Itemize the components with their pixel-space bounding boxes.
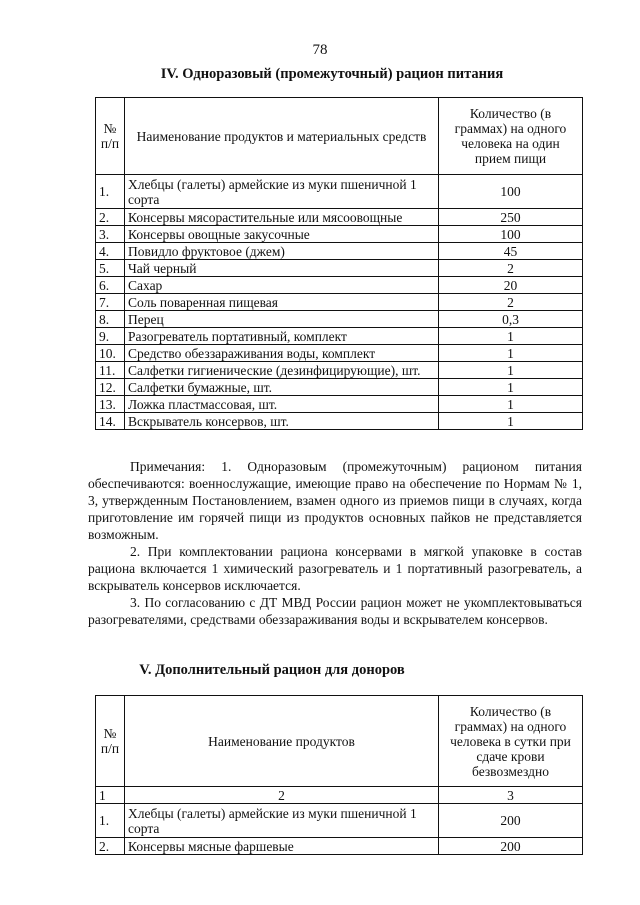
column-number-row [96,787,583,804]
quantity: 2 [439,260,583,277]
quantity: 100 [439,175,583,209]
header-num: № п/п [96,696,125,787]
table-row [96,260,583,277]
product-name: Хлебцы (галеты) армейские из муки пшеничной 1 сорта [125,804,439,838]
table-row [96,345,583,362]
table-row [96,413,583,430]
quantity: 0,3 [439,311,583,328]
row-number: 10. [96,345,125,362]
row-number: 13. [96,396,125,413]
product-name: Ложка пластмассовая, шт. [125,396,439,413]
row-number: 3. [96,226,125,243]
product-name: Консервы овощные закусочные [125,226,439,243]
product-name: Соль поваренная пищевая [125,294,439,311]
table-row [96,396,583,413]
product-name: Перец [125,311,439,328]
row-number: 8. [96,311,125,328]
row-number: 6. [96,277,125,294]
product-name: Салфетки гигиенические (дезинфицирующие), шт. [125,362,439,379]
quantity: 250 [439,209,583,226]
row-number: 4. [96,243,125,260]
note-1: Примечания: 1. Одноразовым (промежуточным) рационом питания обеспечиваются: военнослужащие, имеющие право на обеспечение по Нормам № 1, 3, утвержденным Постановлением, взамен одного из приемов пищи в случаях, когда приготовление им горячей пищи из продуктов основных пайков не представляется возможным. [88,459,582,542]
header-name: Наименование продуктов [125,696,439,787]
quantity: 1 [439,413,583,430]
product-name: Чай черный [125,260,439,277]
notes [88,458,582,628]
quantity: 1 [439,379,583,396]
header-qty: Количество (в граммах) на одного человека в сутки при сдаче крови безвозмездно [439,696,583,787]
donor-ration-table [95,695,583,855]
row-number: 7. [96,294,125,311]
header-name: Наименование продуктов и материальных средств [125,98,439,175]
product-name: Средство обеззараживания воды, комплект [125,345,439,362]
header-num: № п/п [96,98,125,175]
table-row [96,243,583,260]
note-3: 3. По согласованию с ДТ МВД России рацион может не укомплектовываться разогревателями, средствами обеззараживания воды и вскрывателем консервов. [88,595,582,627]
page-number: 78 [312,42,328,58]
row-number: 5. [96,260,125,277]
product-name: Салфетки бумажные, шт. [125,379,439,396]
table-row [96,362,583,379]
ration-table-4 [95,97,583,430]
col-number-3: 3 [439,787,583,804]
table-row [96,277,583,294]
section-4-title: IV. Одноразовый (промежуточный) рацион питания [160,66,504,82]
quantity: 1 [439,345,583,362]
row-number: 1. [96,175,125,209]
quantity: 1 [439,328,583,345]
quantity: 1 [439,396,583,413]
col-number-2: 2 [125,787,439,804]
col-number-1: 1 [96,787,125,804]
product-name: Консервы мясные фаршевые [125,838,439,855]
row-number: 2. [96,838,125,855]
quantity: 1 [439,362,583,379]
table-row [96,294,583,311]
table-header-row [96,98,583,175]
row-number: 11. [96,362,125,379]
product-name: Консервы мясорастительные или мясоовощные [125,209,439,226]
row-number: 9. [96,328,125,345]
quantity: 200 [439,838,583,855]
row-number: 12. [96,379,125,396]
table-header-row [96,696,583,787]
quantity: 200 [439,804,583,838]
product-name: Разогреватель портативный, комплект [125,328,439,345]
product-name: Сахар [125,277,439,294]
quantity: 45 [439,243,583,260]
row-number: 14. [96,413,125,430]
table-row [96,838,583,855]
table-row [96,311,583,328]
table-row [96,804,583,838]
quantity: 100 [439,226,583,243]
row-number: 2. [96,209,125,226]
row-number: 1. [96,804,125,838]
section-5-title: V. Дополнительный рацион для доноров [139,662,405,678]
table-row [96,209,583,226]
product-name: Повидло фруктовое (джем) [125,243,439,260]
table-row [96,379,583,396]
header-qty: Количество (в граммах) на одного человека на один прием пищи [439,98,583,175]
table-row [96,175,583,209]
product-name: Хлебцы (галеты) армейские из муки пшеничной 1 сорта [125,175,439,209]
product-name: Вскрыватель консервов, шт. [125,413,439,430]
quantity: 20 [439,277,583,294]
quantity: 2 [439,294,583,311]
table-row [96,328,583,345]
table-row [96,226,583,243]
note-2: 2. При комплектовании рациона консервами в мягкой упаковке в состав рациона включается 1 химический разогреватель и 1 портативный разогреватель, а вскрыватель консервов исключается. [88,544,582,593]
